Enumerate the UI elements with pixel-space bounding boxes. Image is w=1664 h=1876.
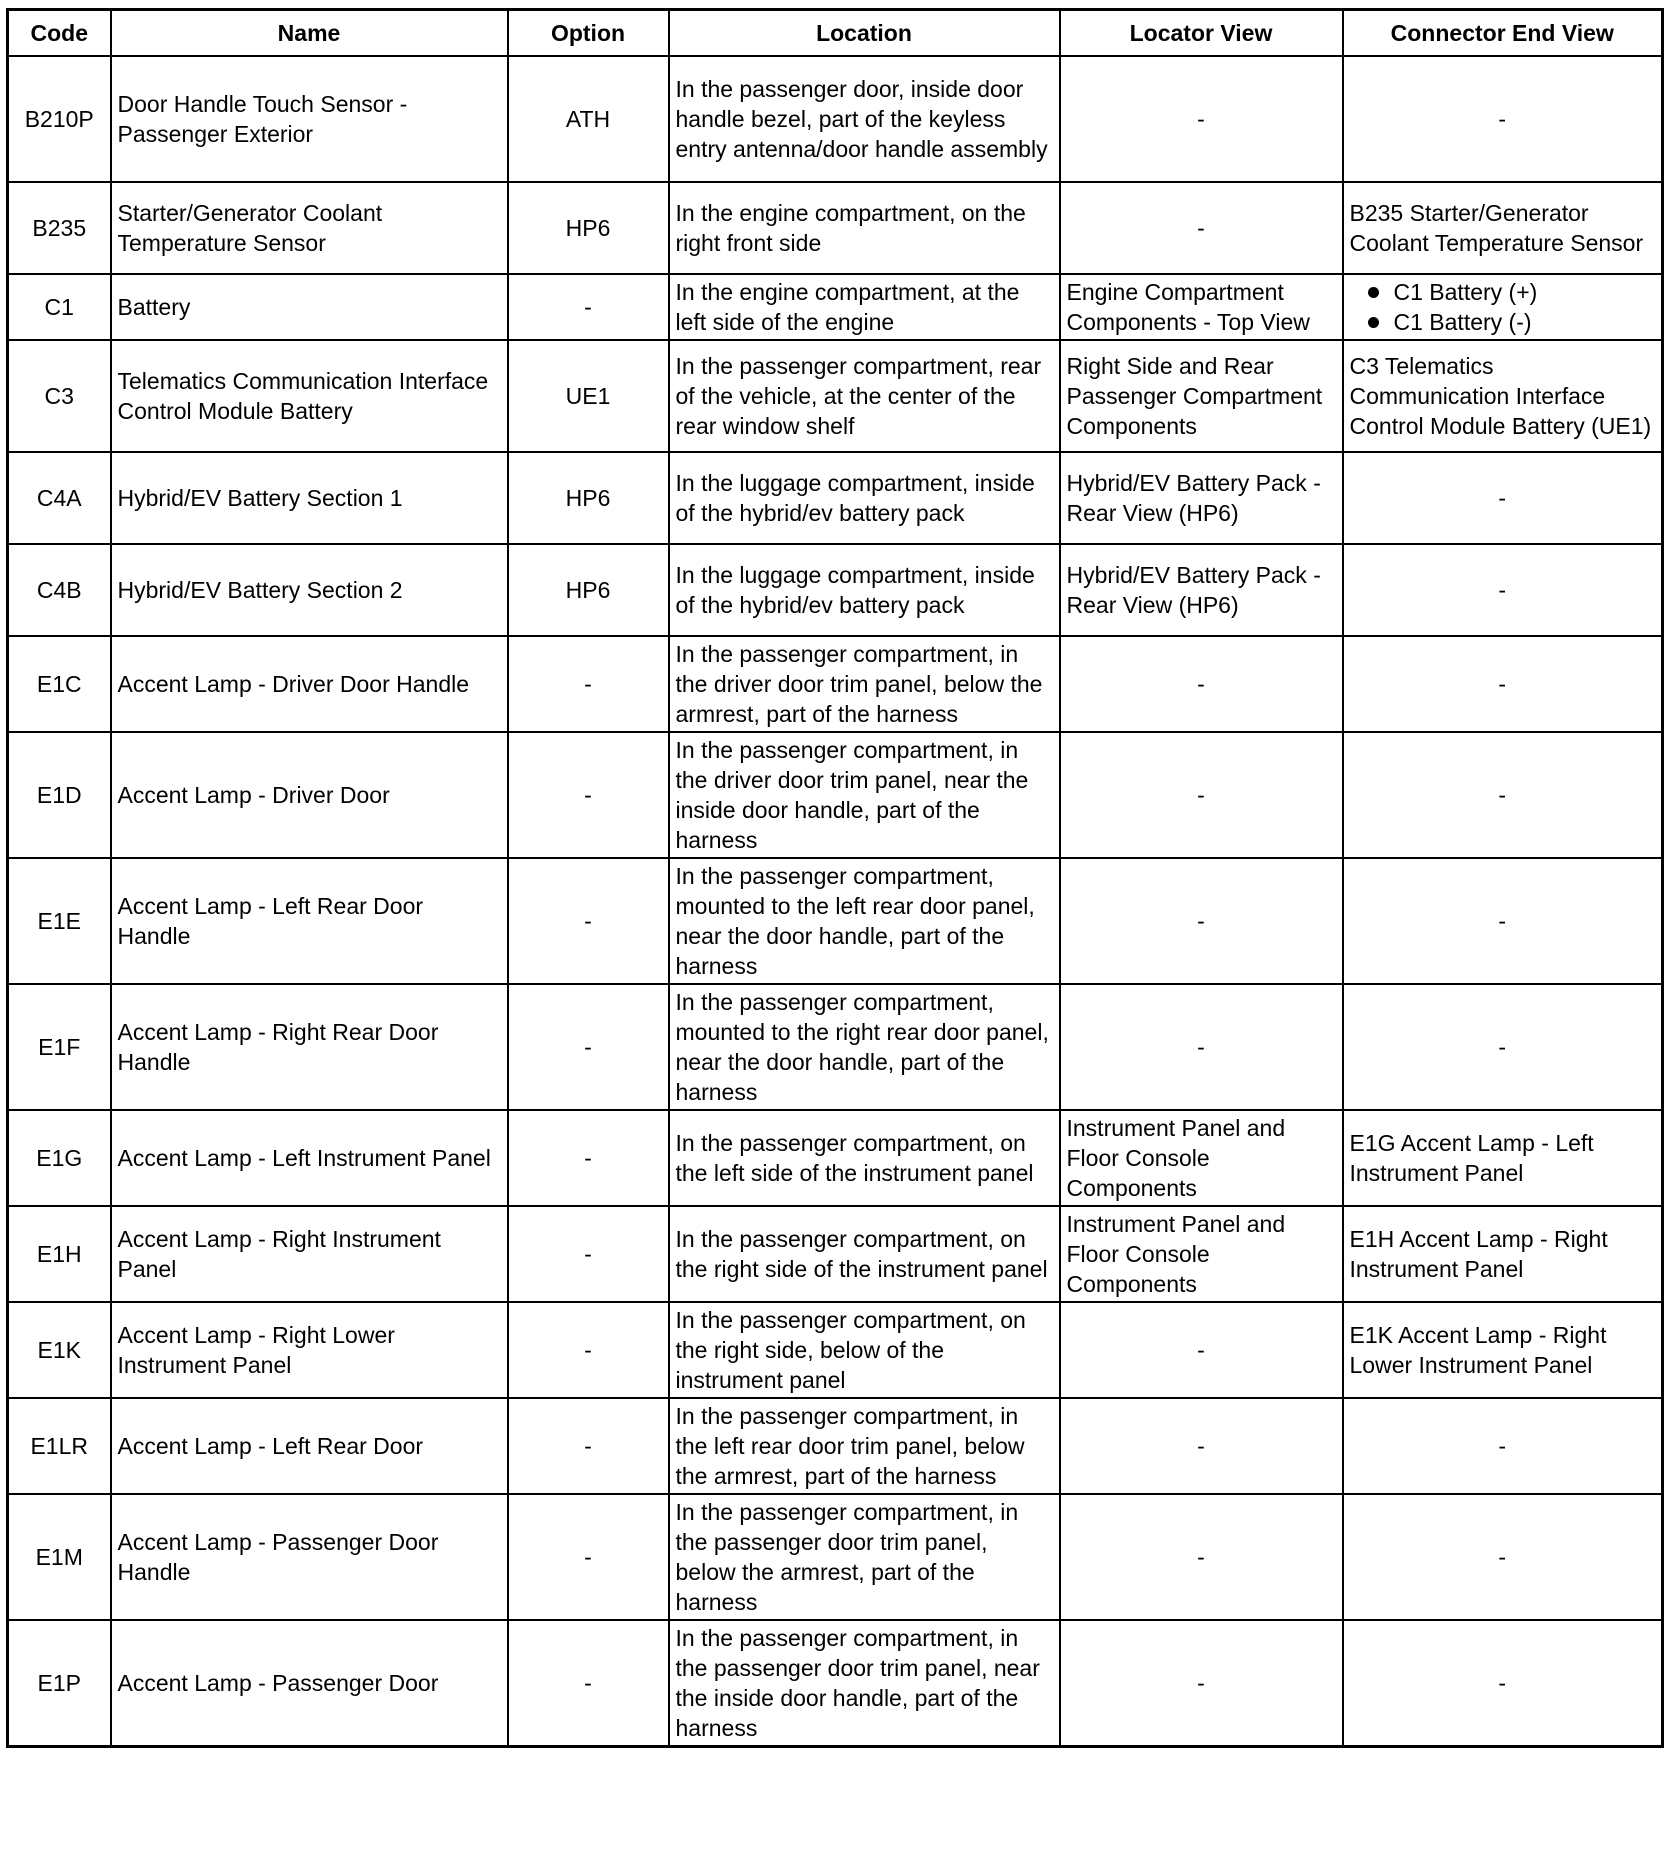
table-body bbox=[8, 56, 1663, 1747]
cell-option: ATH bbox=[508, 56, 669, 182]
cell-connector-end-view: E1K Accent Lamp - Right Lower Instrument Panel bbox=[1343, 1302, 1663, 1398]
cell-locator-view: - bbox=[1060, 984, 1343, 1110]
cell-option: - bbox=[508, 1620, 669, 1747]
cell-location: In the passenger compartment, mounted to the right rear door panel, near the door handle, part of the harness bbox=[669, 984, 1060, 1110]
cell-option: UE1 bbox=[508, 340, 669, 452]
cell-option: - bbox=[508, 858, 669, 984]
cell-connector-end-view: B235 Starter/Generator Coolant Temperature Sensor bbox=[1343, 182, 1663, 274]
cell-location: In the engine compartment, on the right front side bbox=[669, 182, 1060, 274]
cell-code: C4A bbox=[8, 452, 111, 544]
table-row bbox=[8, 1494, 1663, 1620]
cell-option: - bbox=[508, 1494, 669, 1620]
cell-code: E1K bbox=[8, 1302, 111, 1398]
cell-connector-end-view: - bbox=[1343, 56, 1663, 182]
cell-connector-end-view: C3 Telematics Communication Interface Control Module Battery (UE1) bbox=[1343, 340, 1663, 452]
cell-option: - bbox=[508, 1206, 669, 1302]
cell-name: Starter/Generator Coolant Temperature Sensor bbox=[111, 182, 508, 274]
cell-connector-end-view: - bbox=[1343, 858, 1663, 984]
table-row bbox=[8, 340, 1663, 452]
table-row bbox=[8, 732, 1663, 858]
header-locator-view: Locator View bbox=[1060, 10, 1343, 57]
cell-name: Accent Lamp - Driver Door Handle bbox=[111, 636, 508, 732]
cell-code: C3 bbox=[8, 340, 111, 452]
cell-location: In the luggage compartment, inside of the hybrid/ev battery pack bbox=[669, 452, 1060, 544]
cell-connector-end-view: - bbox=[1343, 1398, 1663, 1494]
cell-name: Accent Lamp - Left Rear Door Handle bbox=[111, 858, 508, 984]
cell-locator-view: - bbox=[1060, 1302, 1343, 1398]
header-location: Location bbox=[669, 10, 1060, 57]
cell-name: Telematics Communication Interface Control Module Battery bbox=[111, 340, 508, 452]
cell-option: - bbox=[508, 732, 669, 858]
cell-locator-view: - bbox=[1060, 1398, 1343, 1494]
cell-name: Battery bbox=[111, 274, 508, 340]
cell-name: Hybrid/EV Battery Section 2 bbox=[111, 544, 508, 636]
cell-connector-end-view: - bbox=[1343, 636, 1663, 732]
cell-option: - bbox=[508, 1302, 669, 1398]
cell-locator-view: Hybrid/EV Battery Pack - Rear View (HP6) bbox=[1060, 452, 1343, 544]
cell-location: In the passenger compartment, in the passenger door trim panel, near the inside door handle, part of the harness bbox=[669, 1620, 1060, 1747]
table-row bbox=[8, 1620, 1663, 1747]
cell-code: E1F bbox=[8, 984, 111, 1110]
cell-code: B235 bbox=[8, 182, 111, 274]
header-option: Option bbox=[508, 10, 669, 57]
table-row bbox=[8, 1206, 1663, 1302]
cell-connector-end-view: - bbox=[1343, 732, 1663, 858]
table-row bbox=[8, 452, 1663, 544]
cell-code: E1E bbox=[8, 858, 111, 984]
cell-name: Accent Lamp - Right Lower Instrument Panel bbox=[111, 1302, 508, 1398]
cell-option: HP6 bbox=[508, 452, 669, 544]
cell-location: In the passenger compartment, on the right side, below of the instrument panel bbox=[669, 1302, 1060, 1398]
cell-location: In the passenger compartment, on the left side of the instrument panel bbox=[669, 1110, 1060, 1206]
table-row bbox=[8, 182, 1663, 274]
cell-option: HP6 bbox=[508, 544, 669, 636]
cell-location: In the passenger compartment, mounted to the left rear door panel, near the door handle, part of the harness bbox=[669, 858, 1060, 984]
cell-locator-view: - bbox=[1060, 1620, 1343, 1747]
cell-name: Door Handle Touch Sensor - Passenger Exterior bbox=[111, 56, 508, 182]
table-row bbox=[8, 984, 1663, 1110]
cell-option: - bbox=[508, 1398, 669, 1494]
cell-name: Accent Lamp - Right Rear Door Handle bbox=[111, 984, 508, 1110]
table-row bbox=[8, 1398, 1663, 1494]
cell-location: In the engine compartment, at the left side of the engine bbox=[669, 274, 1060, 340]
cell-code: E1H bbox=[8, 1206, 111, 1302]
cell-name: Hybrid/EV Battery Section 1 bbox=[111, 452, 508, 544]
cell-connector-end-view: E1G Accent Lamp - Left Instrument Panel bbox=[1343, 1110, 1663, 1206]
cell-locator-view: - bbox=[1060, 56, 1343, 182]
connector-list-item: C1 Battery (-) bbox=[1364, 307, 1656, 337]
cell-locator-view: Instrument Panel and Floor Console Components bbox=[1060, 1206, 1343, 1302]
cell-code: E1D bbox=[8, 732, 111, 858]
cell-option: - bbox=[508, 274, 669, 340]
cell-name: Accent Lamp - Passenger Door bbox=[111, 1620, 508, 1747]
table-row bbox=[8, 274, 1663, 340]
cell-location: In the passenger compartment, in the driver door trim panel, near the inside door handle, part of the harness bbox=[669, 732, 1060, 858]
cell-locator-view: - bbox=[1060, 636, 1343, 732]
cell-code: E1G bbox=[8, 1110, 111, 1206]
cell-locator-view: - bbox=[1060, 182, 1343, 274]
connector-list-item: C1 Battery (+) bbox=[1364, 277, 1656, 307]
cell-code: E1M bbox=[8, 1494, 111, 1620]
cell-name: Accent Lamp - Left Instrument Panel bbox=[111, 1110, 508, 1206]
cell-locator-view: Instrument Panel and Floor Console Components bbox=[1060, 1110, 1343, 1206]
cell-connector-end-view bbox=[1343, 274, 1663, 340]
cell-name: Accent Lamp - Right Instrument Panel bbox=[111, 1206, 508, 1302]
header-row bbox=[8, 10, 1663, 57]
cell-code: B210P bbox=[8, 56, 111, 182]
cell-location: In the passenger door, inside door handle bezel, part of the keyless entry antenna/door handle assembly bbox=[669, 56, 1060, 182]
connector-list bbox=[1350, 277, 1656, 337]
table-row bbox=[8, 1302, 1663, 1398]
cell-code: C4B bbox=[8, 544, 111, 636]
cell-code: E1P bbox=[8, 1620, 111, 1747]
table-row bbox=[8, 858, 1663, 984]
cell-location: In the luggage compartment, inside of the hybrid/ev battery pack bbox=[669, 544, 1060, 636]
cell-connector-end-view: E1H Accent Lamp - Right Instrument Panel bbox=[1343, 1206, 1663, 1302]
table-row bbox=[8, 636, 1663, 732]
header-code: Code bbox=[8, 10, 111, 57]
cell-locator-view: - bbox=[1060, 1494, 1343, 1620]
cell-code: E1LR bbox=[8, 1398, 111, 1494]
table-row bbox=[8, 544, 1663, 636]
cell-location: In the passenger compartment, in the passenger door trim panel, below the armrest, part of the harness bbox=[669, 1494, 1060, 1620]
cell-connector-end-view: - bbox=[1343, 452, 1663, 544]
cell-connector-end-view: - bbox=[1343, 1494, 1663, 1620]
header-name: Name bbox=[111, 10, 508, 57]
table-row bbox=[8, 56, 1663, 182]
cell-option: - bbox=[508, 984, 669, 1110]
cell-option: - bbox=[508, 636, 669, 732]
cell-locator-view: Right Side and Rear Passenger Compartment Components bbox=[1060, 340, 1343, 452]
cell-location: In the passenger compartment, in the left rear door trim panel, below the armrest, part of the harness bbox=[669, 1398, 1060, 1494]
cell-name: Accent Lamp - Left Rear Door bbox=[111, 1398, 508, 1494]
cell-name: Accent Lamp - Passenger Door Handle bbox=[111, 1494, 508, 1620]
cell-locator-view: - bbox=[1060, 858, 1343, 984]
cell-locator-view: Engine Compartment Components - Top View bbox=[1060, 274, 1343, 340]
cell-option: HP6 bbox=[508, 182, 669, 274]
cell-location: In the passenger compartment, on the right side of the instrument panel bbox=[669, 1206, 1060, 1302]
cell-name: Accent Lamp - Driver Door bbox=[111, 732, 508, 858]
cell-locator-view: - bbox=[1060, 732, 1343, 858]
cell-connector-end-view: - bbox=[1343, 544, 1663, 636]
cell-code: C1 bbox=[8, 274, 111, 340]
cell-location: In the passenger compartment, in the driver door trim panel, below the armrest, part of the harness bbox=[669, 636, 1060, 732]
cell-connector-end-view: - bbox=[1343, 1620, 1663, 1747]
cell-option: - bbox=[508, 1110, 669, 1206]
header-connector-end-view: Connector End View bbox=[1343, 10, 1663, 57]
cell-locator-view: Hybrid/EV Battery Pack - Rear View (HP6) bbox=[1060, 544, 1343, 636]
table-row bbox=[8, 1110, 1663, 1206]
component-locator-table bbox=[6, 8, 1664, 1748]
cell-code: E1C bbox=[8, 636, 111, 732]
cell-connector-end-view: - bbox=[1343, 984, 1663, 1110]
cell-location: In the passenger compartment, rear of the vehicle, at the center of the rear window shelf bbox=[669, 340, 1060, 452]
